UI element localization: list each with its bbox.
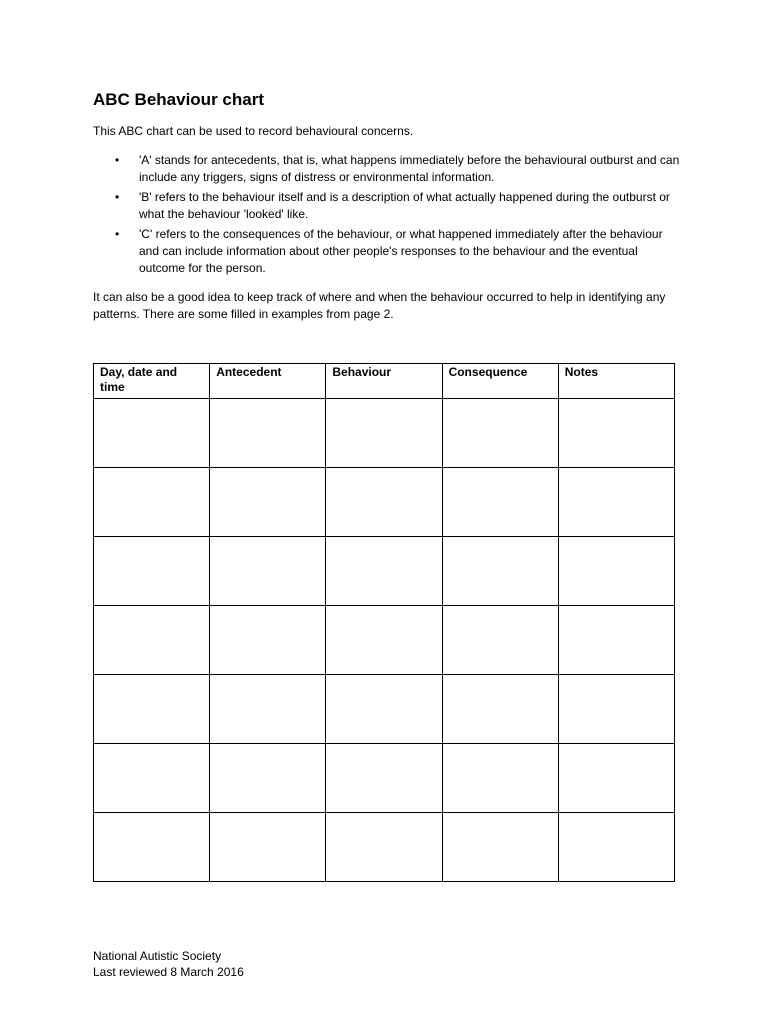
table-cell <box>326 744 442 813</box>
table-cell <box>94 744 210 813</box>
table-cell <box>210 537 326 606</box>
table-cell <box>210 744 326 813</box>
table-cell <box>210 606 326 675</box>
table-cell <box>326 606 442 675</box>
table-cell <box>94 606 210 675</box>
table-row <box>94 744 675 813</box>
table-cell <box>210 399 326 468</box>
table-cell <box>210 675 326 744</box>
bullet-text: 'B' refers to the behaviour itself and is a description of what actually happened during the outburst or what the behaviour 'looked' like. <box>139 190 670 221</box>
bullet-marker: • <box>115 190 120 204</box>
table-cell <box>210 813 326 882</box>
bullet-list <box>93 152 683 280</box>
bullet-text: 'A' stands for antecedents, that is, what happens immediately before the behavioural outburst and can include any triggers, signs of distress or environmental information. <box>139 153 680 184</box>
header-consequence: Consequence <box>442 364 558 399</box>
table-row <box>94 606 675 675</box>
table-row <box>94 675 675 744</box>
table-cell <box>442 744 558 813</box>
table-cell <box>94 537 210 606</box>
table-cell <box>442 537 558 606</box>
table-cell <box>442 468 558 537</box>
table-row <box>94 537 675 606</box>
table-cell <box>94 813 210 882</box>
bullet-item-consequence <box>93 226 683 277</box>
header-notes: Notes <box>558 364 674 399</box>
table-cell <box>558 606 674 675</box>
bullet-text: 'C' refers to the consequences of the behaviour, or what happened immediately after the behaviour and can include information about other people's responses to the behaviour and the eventual outcome for the person. <box>139 227 663 275</box>
table-cell <box>326 537 442 606</box>
footer-last-reviewed: Last reviewed 8 March 2016 <box>93 965 244 979</box>
patterns-paragraph: It can also be a good idea to keep track of where and when the behaviour occurred to help in identifying any patterns. There are some filled in examples from page 2. <box>93 290 666 321</box>
bullet-item-antecedent <box>93 152 683 186</box>
table-cell <box>326 399 442 468</box>
table-cell <box>558 537 674 606</box>
table-cell <box>442 675 558 744</box>
table-header-row <box>94 364 675 399</box>
table-cell <box>558 744 674 813</box>
table-cell <box>94 468 210 537</box>
table-cell <box>94 399 210 468</box>
table-cell <box>442 813 558 882</box>
table-cell <box>558 813 674 882</box>
intro-text: This ABC chart can be used to record behavioural concerns. <box>93 124 414 138</box>
header-behaviour: Behaviour <box>326 364 442 399</box>
table-cell <box>210 468 326 537</box>
table-body <box>94 399 675 882</box>
header-day-date-time: Day, date and time <box>94 364 210 399</box>
table-cell <box>326 813 442 882</box>
table-row <box>94 813 675 882</box>
document-title: ABC Behaviour chart <box>93 90 264 109</box>
table-cell <box>558 675 674 744</box>
table-row <box>94 399 675 468</box>
bullet-marker: • <box>115 153 120 167</box>
table-cell <box>558 468 674 537</box>
table-row <box>94 468 675 537</box>
table-cell <box>94 675 210 744</box>
bullet-item-behaviour <box>93 189 683 223</box>
table-cell <box>558 399 674 468</box>
table-cell <box>326 468 442 537</box>
table-cell <box>326 675 442 744</box>
abc-chart-table <box>93 363 675 882</box>
table-cell <box>442 606 558 675</box>
table-cell <box>442 399 558 468</box>
header-antecedent: Antecedent <box>210 364 326 399</box>
bullet-marker: • <box>115 227 120 241</box>
footer <box>93 948 244 980</box>
footer-organisation: National Autistic Society <box>93 949 222 963</box>
